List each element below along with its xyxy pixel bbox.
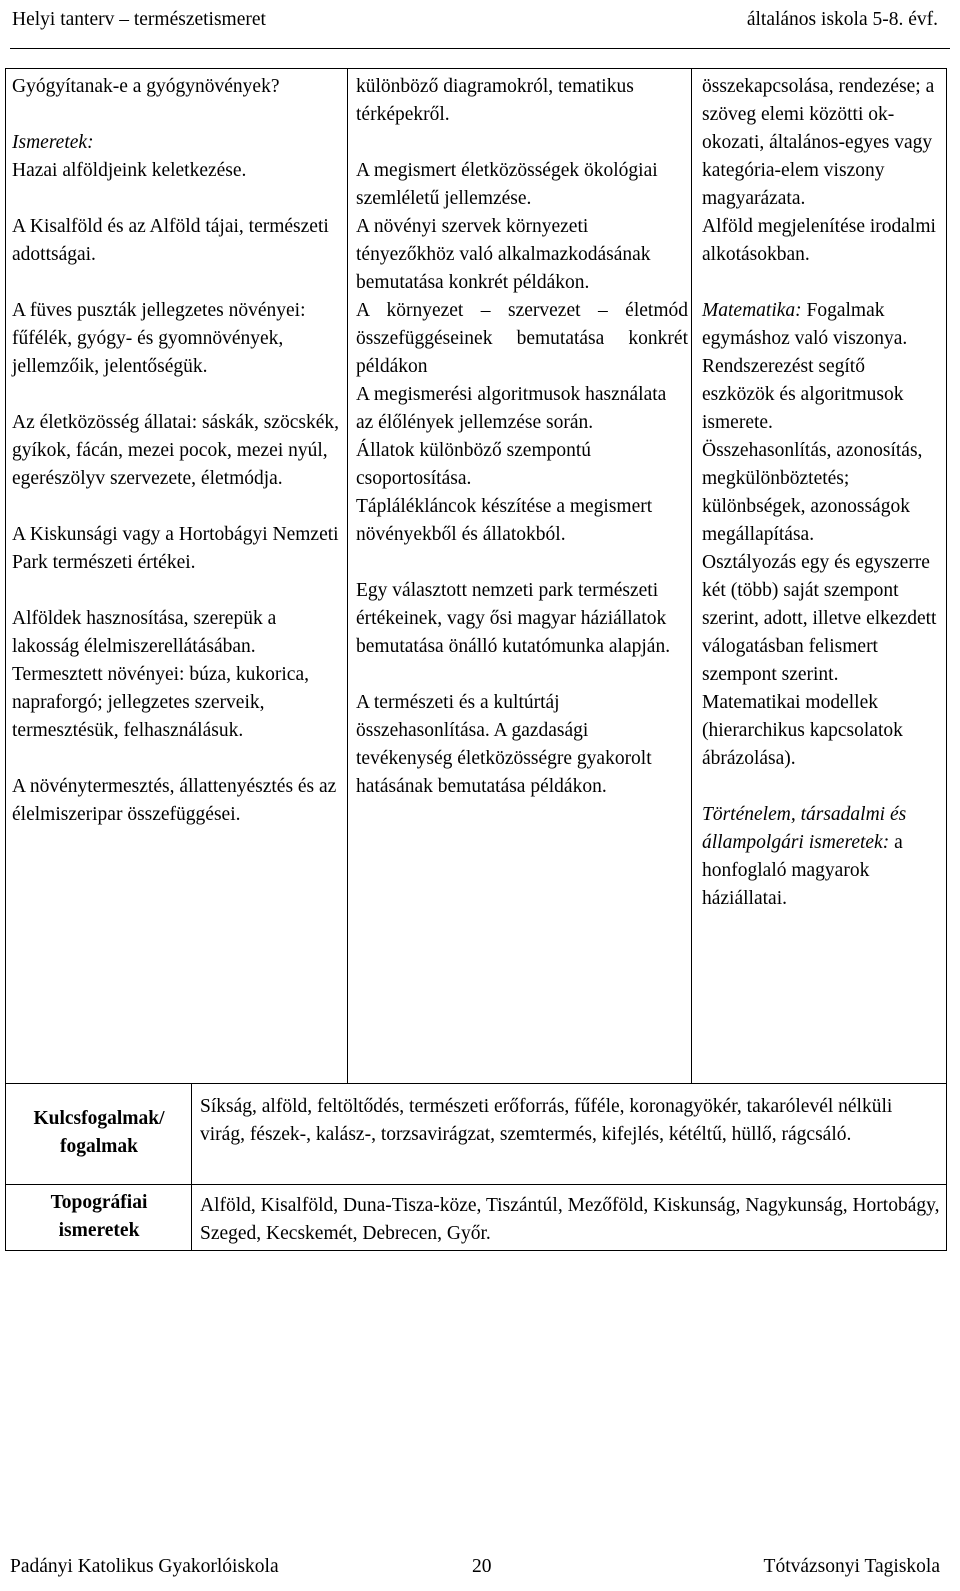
header-rule: [10, 48, 950, 49]
column-divider-1: [347, 68, 348, 1083]
connection-paragraph: összekapcsolása, rendezése; a szöveg elemi közötti ok-okozati, általános-egyes vagy kategória-elem viszony magyarázata.: [702, 76, 935, 209]
section-border-topo: [5, 1184, 947, 1185]
topografia-text: Alföld, Kisalföld, Duna-Tisza-köze, Tiszántúl, Mezőföld, Kiskunság, Nagykunság, Hortobágy, Szeged, Kecskemét, Debrecen, Győr.: [200, 1195, 940, 1244]
section-border-kulcs: [5, 1083, 947, 1084]
table-bottom-border: [5, 1250, 947, 1251]
content-paragraph: Termesztett növényei: búza, kukorica, napraforgó; jellegzetes szerveik, termesztésük, felhasználásuk.: [12, 664, 309, 741]
activity-paragraph: Egy választott nemzeti park természeti értékeinek, vagy ősi magyar háziállatok bemutatása önálló kutatómunka alapján.: [356, 580, 671, 657]
header-title: Helyi tanterv – természetismeret: [12, 9, 266, 30]
connection-paragraph: Összehasonlítás, azonosítás, megkülönböztetés; különbségek, azonosságok megállapítása.: [702, 440, 923, 545]
table-top-border: [5, 68, 947, 69]
page-number: 20: [472, 1556, 492, 1577]
topografia-label: Topográfiai ismeretek: [50, 1192, 148, 1241]
activity-paragraph: A megismerési algoritmusok használata az élőlények jellemzése során.: [356, 384, 667, 433]
content-paragraph: Hazai alföldjeink keletkezése.: [12, 160, 247, 181]
activity-paragraph: különböző diagramokról, tematikus térképekről.: [356, 76, 634, 125]
kulcsfogalmak-text: Síkság, alföld, feltöltődés, természeti erőforrás, fűféle, koronagyökér, takarólevél nélküli virág, fészek-, kalász-, torzsavirágzat, szemtermés, kifejlés, kétéltű, hüllő, rágcsáló.: [200, 1096, 893, 1145]
history-connection: [702, 801, 938, 913]
footer-branch: Tótvázsonyi Tagiskola: [763, 1556, 940, 1577]
column-divider-2: [691, 68, 692, 1083]
activity-paragraph: A növényi szervek környezeti tényezőkhöz való alkalmazkodásának bemutatása konkrét példákon.: [356, 216, 651, 293]
connection-paragraph: Rendszerezést segítő eszközök és algoritmusok ismerete.: [702, 356, 904, 433]
footer-school: Padányi Katolikus Gyakorlóiskola: [10, 1556, 279, 1577]
column-content: [12, 73, 342, 829]
content-paragraph: Az életközösség állatai: sáskák, szöcskék, gyíkok, fácán, mezei pocok, mezei nyúl, egerészölyv szervezete, életmódja.: [12, 412, 340, 489]
math-text: Fogalmak egymáshoz való viszonya.: [702, 300, 908, 349]
history-label: Történelem, társadalmi és állampolgári ismeretek:: [702, 804, 907, 853]
math-connection: [702, 297, 938, 353]
header-school-level: általános iskola 5-8. évf.: [746, 9, 938, 30]
ismeretek-label: Ismeretek:: [12, 132, 94, 153]
activity-paragraph: Táplálékláncok készítése a megismert növényekből és állatokból.: [356, 496, 653, 545]
activity-paragraph: A megismert életközösségek ökológiai szemléletű jellemzése.: [356, 160, 658, 209]
content-paragraph: Alföldek hasznosítása, szerepük a lakosság élelmiszerellátásában.: [12, 608, 277, 657]
content-paragraph: A füves puszták jellegzetes növényei: fűfélék, gyógy- és gyomnövények, jellemzőik, jelentőségük.: [12, 300, 306, 377]
table-right-border: [946, 68, 947, 1251]
history-text: a honfoglaló magyarok háziállatai.: [702, 832, 903, 909]
question-text: Gyógyítanak-e a gyógynövények?: [12, 76, 280, 97]
activity-paragraph: A környezet – szervezet – életmód összefüggéseinek bemutatása konkrét példákon: [356, 300, 688, 377]
connection-paragraph: Matematikai modellek (hierarchikus kapcsolatok ábrázolása).: [702, 692, 903, 769]
label-column-divider: [191, 1083, 192, 1251]
content-paragraph: A Kisalföld és az Alföld tájai, természeti adottságai.: [12, 216, 329, 265]
kulcsfogalmak-label: Kulcsfogalmak/ fogalmak: [33, 1108, 165, 1157]
connection-paragraph: Osztályozás egy és egyszerre két (több) saját szempont szerint, adott, illetve elkezdett válogatásban felismert szempont szerint.: [702, 552, 937, 685]
table-left-border: [5, 68, 6, 1251]
connection-paragraph: Alföld megjelenítése irodalmi alkotásokban.: [702, 216, 936, 265]
math-label: Matematika:: [702, 300, 802, 321]
page-footer: [10, 1553, 950, 1583]
page-header: [10, 6, 950, 34]
column-activities: [356, 73, 688, 801]
content-paragraph: A Kiskunsági vagy a Hortobágyi Nemzeti Park természeti értékei.: [12, 524, 339, 573]
activity-paragraph: A természeti és a kultúrtáj összehasonlítása. A gazdasági tevékenység életközösségre gyakorolt hatásának bemutatása példákon.: [356, 692, 652, 797]
column-connections: [702, 73, 938, 913]
content-paragraph: A növénytermesztés, állattenyésztés és az élelmiszeripar összefüggései.: [12, 776, 337, 825]
activity-paragraph: Állatok különböző szempontú csoportosítása.: [356, 440, 592, 489]
